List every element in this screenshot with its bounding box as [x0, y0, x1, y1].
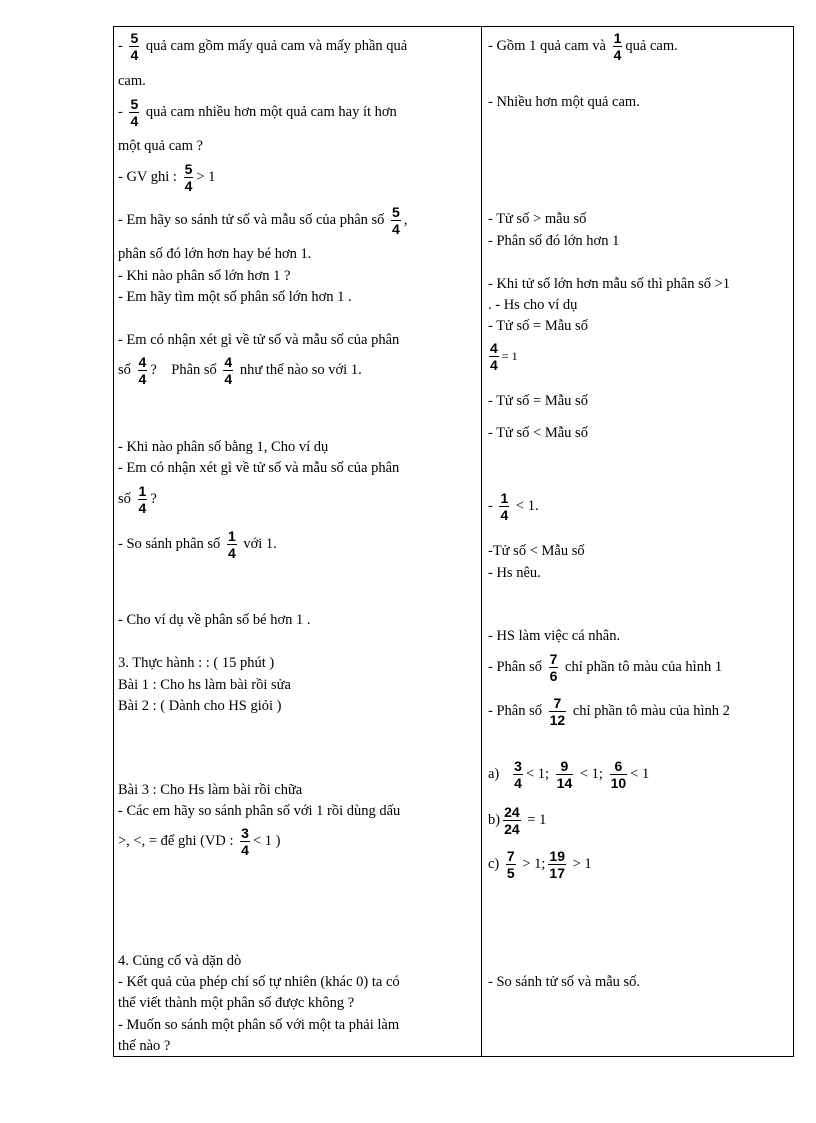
right-line-ps712: - Phân số $\frac{7}{12}$ chỉ phần tô màu của hình 2	[488, 695, 730, 728]
left-line-cc-title: 4. Củng cố và dặn dò	[118, 953, 242, 969]
fraction-7-5: $\frac{7}{5}$	[506, 848, 515, 881]
right-line-hs-vd: . - Hs cho ví dụ	[488, 297, 578, 313]
fraction-3-4: $\frac{3}{4}$	[514, 758, 522, 791]
fraction-24-24: $\frac{24}{24}$	[504, 804, 520, 837]
fraction-1-4: $\frac{1}{4}$	[500, 490, 509, 523]
right-line-nhieu: - Nhiều hơn một quả cam.	[488, 94, 640, 110]
left-line-khi-lon: - Khi nào phân số lớn hơn 1 ?	[118, 268, 291, 284]
left-line-bai3-b: >, <, = để ghi (VD : $\frac{3}{4}$ < 1 )	[118, 825, 281, 858]
right-line-tu-lon: - Tử số > mẫu số	[488, 211, 587, 227]
fraction-5-4: $\frac{5}{4}$	[130, 30, 139, 63]
left-line-nx1a: - Em có nhận xét gì về tử số và mẫu số của phân	[118, 332, 400, 348]
right-line-gom: - Gồm 1 quả cam và $\frac{1}{4}$ quả cam.	[488, 30, 678, 63]
left-line-nx2a: - Em có nhận xét gì về tử số và mẫu số của phân	[118, 460, 400, 476]
left-line-cc4: thế nào ?	[118, 1038, 171, 1054]
column-divider	[481, 26, 482, 1057]
right-line-part-b: b) $\frac{24}{24}$ = 1	[488, 804, 547, 837]
right-line-part-a: a) $\frac{3}{4}$ < 1; $\frac{9}{14}$ < 1; $\frac{6}{10}$ < 1	[488, 758, 650, 791]
left-line-gv: - GV ghi : $\frac{5}{4}$ > 1	[118, 161, 216, 194]
fraction-1-4: $\frac{1}{4}$	[227, 528, 236, 561]
left-line-khi-bang: - Khi nào phân số bằng 1, Cho ví dụ	[118, 439, 329, 455]
right-line-hs-canhan: - HS làm việc cá nhân.	[488, 628, 621, 644]
left-line-ss2: - So sánh phân số $\frac{1}{4}$ với 1.	[118, 528, 277, 561]
left-line-bai3: Bài 3 : Cho Hs làm bài rồi chữa	[118, 782, 303, 798]
fraction-1-4: $\frac{1}{4}$	[138, 483, 147, 516]
left-line-cc2: thể viết thành một phân số được không ?	[118, 995, 355, 1011]
left-line-q1a: - $\frac{5}{4}$ quả cam gồm mấy quả cam và mấy phần quả	[118, 30, 408, 63]
fraction-6-10: $\frac{6}{10}$	[610, 758, 627, 791]
left-line-bai1: Bài 1 : Cho hs làm bài rồi sửa	[118, 677, 291, 693]
right-line-hs-neu: - Hs nêu.	[488, 565, 541, 581]
right-line-ps76: - Phân số $\frac{7}{6}$ chỉ phần tô màu của hình 1	[488, 651, 723, 684]
right-line-khi-tu-lon: - Khi tử số lớn hơn mẫu số thì phân số >1	[488, 276, 731, 292]
left-line-nx2b: số $\frac{1}{4}$ ?	[118, 483, 157, 516]
fraction-4-4: $\frac{4}{4}$	[224, 354, 233, 387]
right-line-tu-be: - Tử số < Mẫu số	[488, 425, 588, 441]
left-line-tim-mot: - Em hãy tìm một số phân số lớn hơn 1 .	[118, 289, 352, 305]
left-line-cc3: - Muốn so sánh một phân số với một ta phải làm	[118, 1017, 400, 1033]
right-line-tu-bang: - Tử số = Mẫu số	[488, 318, 588, 334]
left-line-q2b: một quả cam ?	[118, 138, 203, 154]
fraction-7-12: $\frac{7}{12}$	[549, 695, 566, 728]
right-line-ps-lon: - Phân số đó lớn hơn 1	[488, 233, 620, 249]
right-line-ss-final: - So sánh tử số và mẫu số.	[488, 974, 641, 990]
fraction-4-4: $\frac{4}{4}$	[490, 340, 498, 373]
left-line-q2a: - $\frac{5}{4}$ quả cam nhiều hơn một quả cam hay ít hơn	[118, 96, 397, 129]
fraction-9-14: $\frac{9}{14}$	[556, 758, 573, 791]
left-line-bai2: Bài 2 : ( Dành cho HS giỏi )	[118, 698, 282, 714]
left-line-th-title: 3. Thực hành : : ( 15 phút )	[118, 655, 275, 671]
fraction-5-4: $\frac{5}{4}$	[184, 161, 193, 194]
left-line-ss1b: phân số đó lớn hơn hay bé hơn 1.	[118, 246, 312, 262]
right-line-tu-bang2: - Tử số = Mẫu số	[488, 393, 588, 409]
fraction-4-4: $\frac{4}{4}$	[138, 354, 147, 387]
right-line-eq1: $\frac{4}{4}$ = 1	[490, 340, 518, 373]
fraction-5-4: $\frac{5}{4}$	[392, 204, 400, 237]
left-line-q1b: cam.	[118, 73, 146, 89]
right-line-tu-be2: -Tử số < Mẫu số	[488, 543, 585, 559]
fraction-5-4: $\frac{5}{4}$	[130, 96, 139, 129]
fraction-19-17: $\frac{19}{17}$	[549, 848, 565, 881]
fraction-1-4: $\frac{1}{4}$	[613, 30, 622, 63]
left-line-ss1a: - Em hãy so sánh tử số và mẫu số của phân số $\frac{5}{4}$ ,	[118, 204, 408, 237]
fraction-7-6: $\frac{7}{6}$	[549, 651, 558, 684]
left-line-vd-be: - Cho ví dụ về phân số bé hơn 1 .	[118, 612, 311, 628]
left-line-cc1: - Kết quả của phép chí số tự nhiên (khác 0) ta có	[118, 974, 400, 990]
left-line-bai3-a: - Các em hãy so sánh phân số với 1 rồi dùng dấu	[118, 803, 401, 819]
left-line-nx1b: số $\frac{4}{4}$ ? Phân số $\frac{4}{4}$ như thế nào so với 1.	[118, 354, 362, 387]
right-line-lt1: - $\frac{1}{4}$ < 1.	[488, 490, 539, 523]
fraction-3-4: $\frac{3}{4}$	[241, 825, 249, 858]
right-line-part-c: c) $\frac{7}{5}$ > 1; $\frac{19}{17}$ > 1	[488, 848, 592, 881]
